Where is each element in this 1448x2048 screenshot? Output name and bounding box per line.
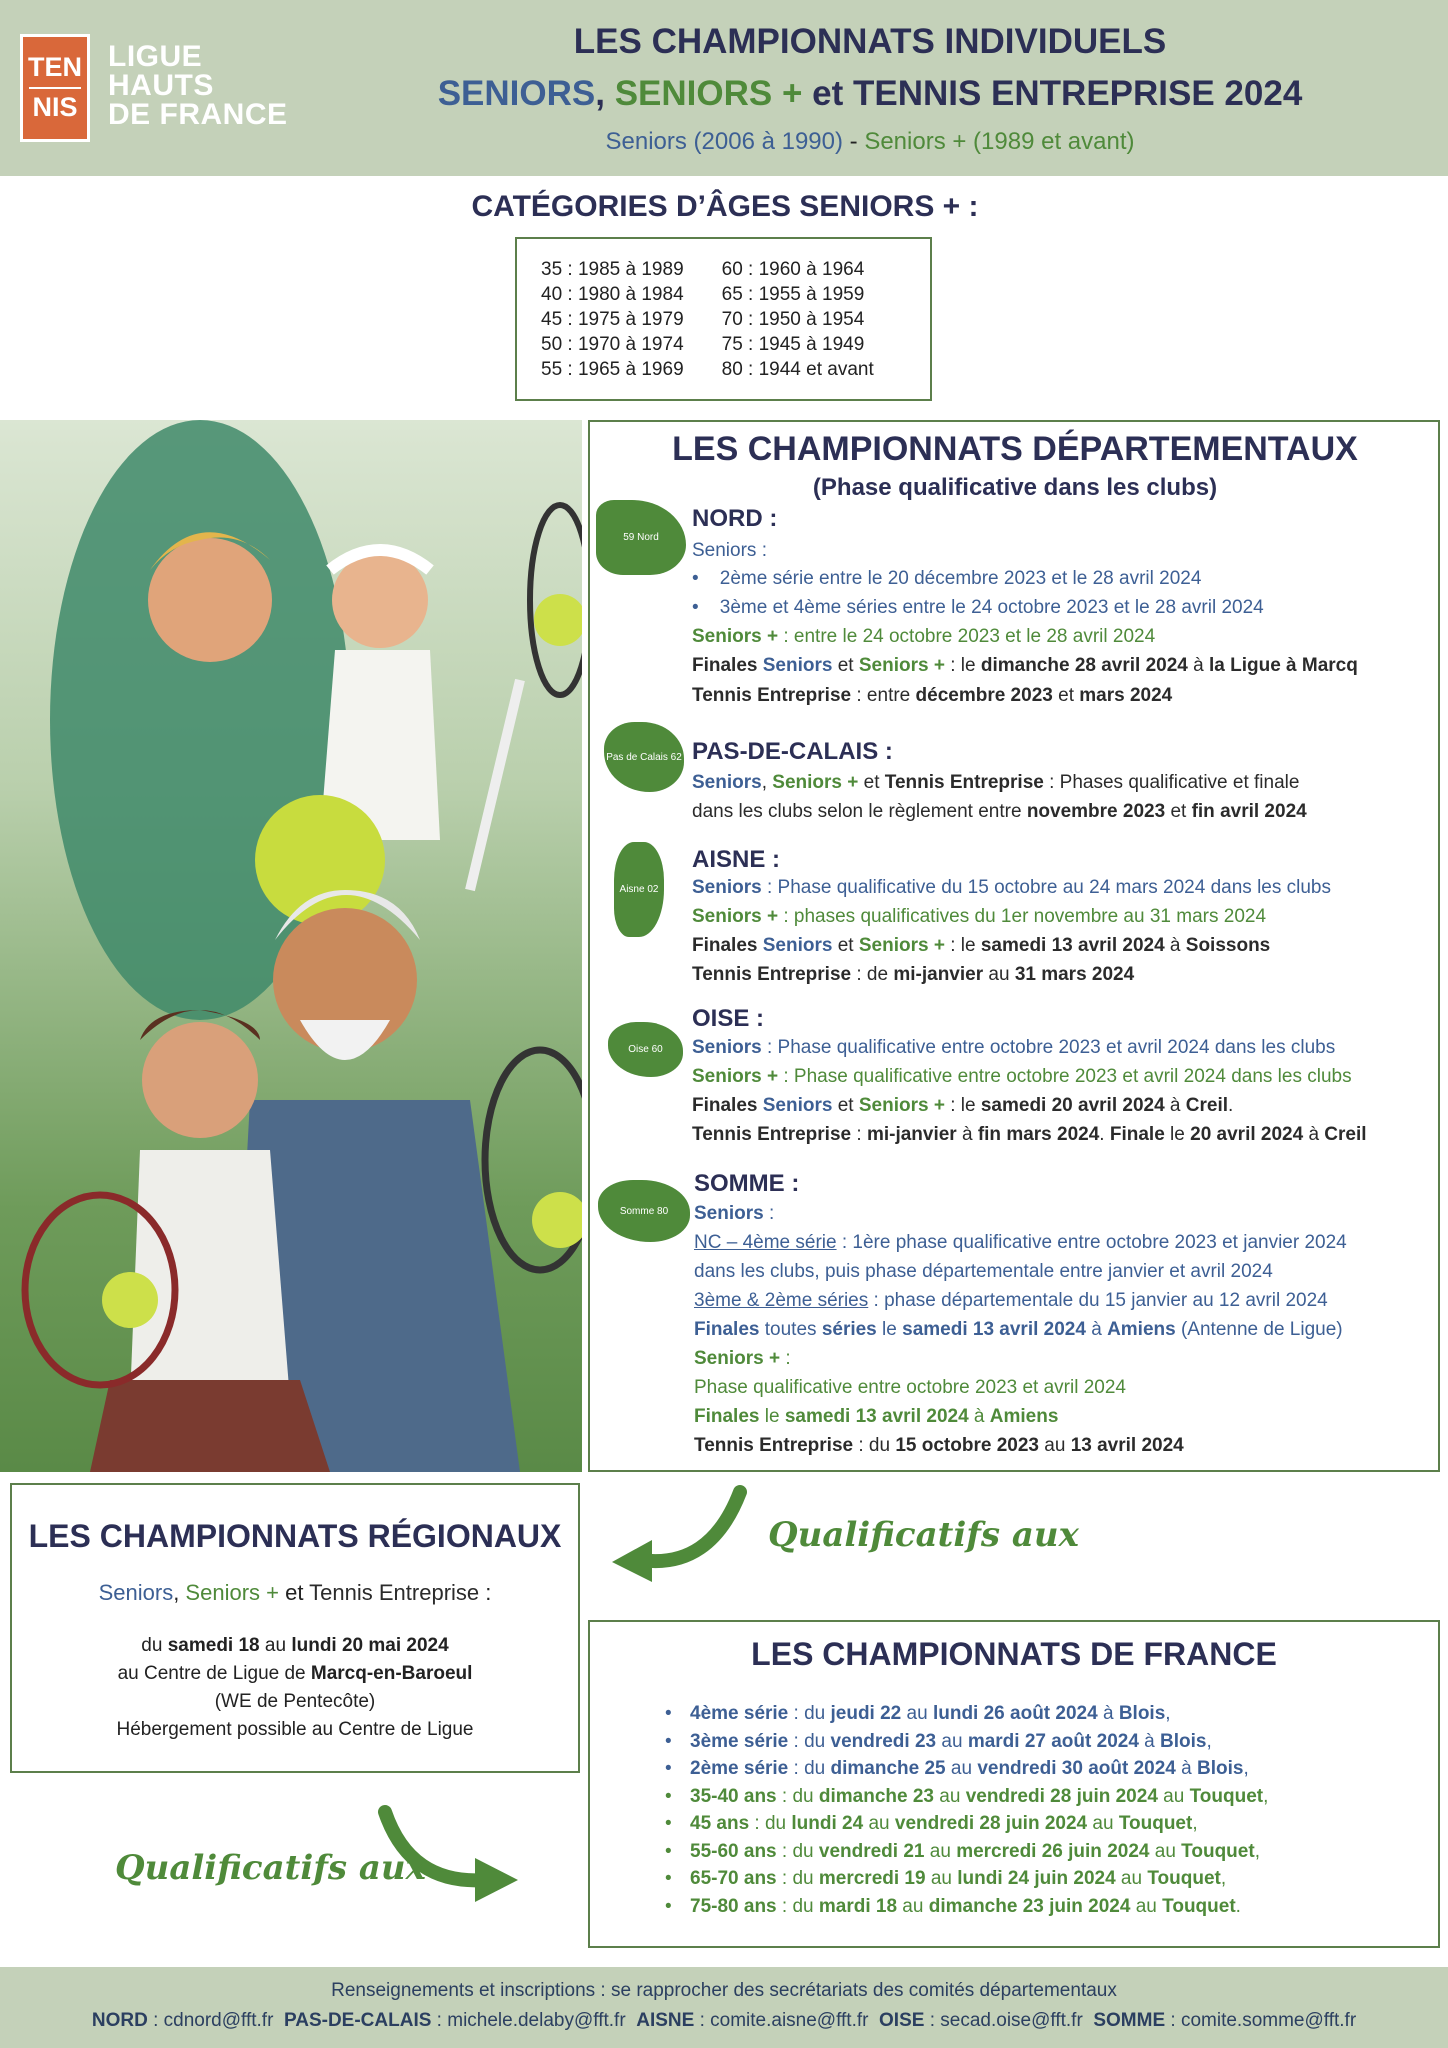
txt: 45 ans <box>690 1813 750 1834</box>
oise-line2 <box>692 1066 1352 1088</box>
age-row: 80 : 1944 et avant <box>721 359 874 380</box>
txt: vendredi 28 juin 2024 <box>894 1813 1088 1834</box>
txt: dimanche 23 juin 2024 <box>928 1895 1131 1917</box>
txt: Tennis Entreprise <box>692 685 852 706</box>
txt: le <box>759 1406 785 1427</box>
footer-somme-label: SOMME <box>1093 2010 1166 2031</box>
txt: Finale <box>1109 1124 1165 1145</box>
txt: Amiens <box>989 1406 1059 1427</box>
txt: la Ligue à Marcq <box>1208 655 1358 676</box>
nord-bullet2-text: 3ème et 4ème séries entre le 24 octobre 2023 et le 28 avril 2024 <box>719 597 1264 618</box>
txt: Finales <box>692 655 763 676</box>
txt: lundi 20 mai 2024 <box>291 1635 449 1656</box>
txt: Finales <box>694 1319 760 1340</box>
age-row: 75 : 1945 à 1949 <box>721 334 865 355</box>
txt: Seniors + <box>694 1348 781 1369</box>
txt: Seniors <box>98 1580 174 1605</box>
age-row: 70 : 1950 à 1954 <box>721 309 865 330</box>
oise-line3 <box>692 1095 1233 1117</box>
txt: : de <box>851 964 894 985</box>
txt: au <box>901 1703 933 1724</box>
subtitle-dash: - <box>843 128 865 155</box>
page-title: LES CHAMPIONNATS INDIVIDUELS <box>573 22 1167 61</box>
txt: Seniors + <box>858 935 945 956</box>
txt: lundi 24 juin 2024 <box>957 1868 1116 1889</box>
txt: 15 octobre 2023 <box>895 1435 1039 1456</box>
france-list <box>690 1700 1268 1920</box>
txt: le <box>1164 1124 1191 1145</box>
txt: Touquet <box>1118 1813 1193 1834</box>
oise-line4 <box>692 1124 1367 1146</box>
txt: Tennis Entreprise <box>692 964 852 985</box>
txt: mardi 27 août 2024 <box>967 1730 1139 1752</box>
title-rest: et TENNIS ENTREPRISE 2024 <box>802 74 1303 113</box>
departementaux-subtitle: (Phase qualificative dans les clubs) <box>812 474 1218 501</box>
somme-line3 <box>694 1290 1328 1312</box>
txt: , <box>1206 1730 1212 1752</box>
nord-bullet: • 2ème série entre le 20 décembre 2023 et le 28 avril 2024 <box>692 568 1202 589</box>
somme-seniors-label <box>694 1203 774 1225</box>
txt: à <box>1303 1124 1325 1145</box>
regionaux-title: LES CHAMPIONNATS RÉGIONAUX <box>28 1518 562 1554</box>
txt: . <box>1228 1095 1234 1116</box>
txt: Seniors <box>762 655 833 676</box>
txt: vendredi 21 <box>818 1840 925 1862</box>
txt: 2ème série <box>690 1758 789 1779</box>
list-item <box>690 1755 1268 1783</box>
age-row: 60 : 1960 à 1964 <box>721 259 865 280</box>
players-drawing <box>0 420 582 1472</box>
age-row: 40 : 1980 à 1984 <box>541 284 684 305</box>
txt: Tennis Entreprise <box>884 772 1044 793</box>
txt: au <box>1038 1435 1071 1456</box>
txt: : phase départementale du 15 janvier au 12 avril 2024 <box>868 1290 1328 1311</box>
nord-te-line <box>692 685 1172 707</box>
txt: au <box>1149 1840 1182 1862</box>
txt: : le <box>944 1095 981 1116</box>
ages-title: CATÉGORIES D’ÂGES SENIORS + : <box>471 190 979 223</box>
ages-table <box>515 237 932 401</box>
txt: Seniors <box>692 877 762 898</box>
txt: fin avril 2024 <box>1191 801 1307 822</box>
txt: au <box>259 1635 292 1656</box>
txt: : du <box>788 1758 831 1779</box>
txt: à <box>956 1124 978 1145</box>
txt: dimanche 23 <box>818 1785 934 1807</box>
age-row: 65 : 1955 à 1959 <box>721 284 865 305</box>
footer-contacts <box>0 2010 1448 2032</box>
txt: le <box>876 1319 903 1340</box>
txt: 3ème & 2ème séries <box>694 1290 869 1311</box>
txt: : entre <box>851 685 916 706</box>
txt: , <box>761 772 773 793</box>
subtitle-seniors: Seniors (2006 à 1990) <box>605 128 843 155</box>
txt: : Phases qualificative et finale <box>1043 772 1300 793</box>
footer-info: Renseignements et inscriptions : se rapprocher des secrétariats des comités départementaux <box>331 1980 1117 2001</box>
txt: dimanche 28 avril 2024 <box>980 655 1188 676</box>
txt: séries <box>821 1319 877 1340</box>
txt: samedi 13 avril 2024 <box>902 1319 1086 1340</box>
txt: 35-40 ans <box>690 1785 777 1807</box>
txt: (Antenne de Ligue) <box>1175 1319 1343 1340</box>
tennis-players-illustration <box>0 420 582 1472</box>
footer-oise-email[interactable]: : secad.oise@fft.fr <box>924 2010 1083 2031</box>
txt: Marcq-en-Baroeul <box>310 1663 473 1684</box>
txt: au <box>1087 1813 1119 1834</box>
txt: à <box>1164 1095 1186 1116</box>
txt: Seniors + <box>858 655 945 676</box>
ligue-line1: LIGUE <box>108 40 203 73</box>
somme-line2: dans les clubs, puis phase départementale entre janvier et avril 2024 <box>694 1261 1273 1282</box>
txt: Touquet <box>1181 1840 1255 1862</box>
txt: Tennis Entreprise <box>309 1580 480 1605</box>
txt: , <box>1263 1785 1269 1807</box>
txt: , <box>1192 1813 1198 1834</box>
txt: Seniors <box>694 1203 764 1224</box>
oise-map-label: Oise 60 <box>628 1044 663 1055</box>
txt: : Phase qualificative du 15 octobre au 24 mars 2024 dans les clubs <box>761 877 1331 898</box>
page-title-line2 <box>350 74 1390 114</box>
ligue-line2: HAUTS <box>108 69 214 102</box>
txt: : <box>780 1348 791 1369</box>
list-item <box>690 1838 1268 1866</box>
list-item <box>690 1783 1268 1811</box>
aisne-heading: AISNE : <box>692 846 781 873</box>
age-row: 45 : 1975 à 1979 <box>541 309 684 330</box>
txt: : du <box>776 1868 819 1889</box>
footer-somme-email[interactable]: : comite.somme@fft.fr <box>1165 2010 1357 2031</box>
nord-bullet1-text: 2ème série entre le 20 décembre 2023 et le 28 avril 2024 <box>719 568 1202 589</box>
somme-line1 <box>694 1232 1347 1254</box>
txt: à <box>1164 935 1186 956</box>
txt: au <box>924 1840 957 1862</box>
txt: , <box>1243 1758 1249 1779</box>
txt: toutes <box>759 1319 822 1340</box>
txt: mi-janvier <box>893 964 984 985</box>
somme-line4 <box>694 1319 1343 1341</box>
txt: 20 avril 2024 <box>1190 1124 1304 1145</box>
txt: Seniors + <box>858 1095 945 1116</box>
footer-aisne-email[interactable]: : comite.aisne@fft.fr <box>694 2010 869 2031</box>
txt: 3ème série <box>690 1730 789 1752</box>
txt: au <box>925 1868 958 1889</box>
txt: à <box>1085 1319 1108 1340</box>
txt: Seniors + <box>772 772 859 793</box>
txt: samedi 20 avril 2024 <box>980 1095 1165 1116</box>
txt: 65-70 ans <box>690 1868 777 1889</box>
txt: : du <box>776 1785 819 1807</box>
footer-aisne-label: AISNE <box>636 2010 695 2031</box>
txt: du <box>141 1635 168 1656</box>
txt: et <box>858 772 885 793</box>
ages-col2 <box>722 257 874 381</box>
txt: 13 avril 2024 <box>1070 1435 1184 1456</box>
txt: Creil <box>1324 1124 1367 1145</box>
aisne-line3 <box>692 935 1270 957</box>
txt: au <box>1157 1785 1190 1807</box>
txt: mi-janvier <box>866 1124 957 1145</box>
title-comma: , <box>595 74 615 113</box>
txt: : du <box>776 1840 819 1862</box>
age-row: 55 : 1965 à 1969 <box>541 359 684 380</box>
txt: et <box>1165 801 1192 822</box>
txt: vendredi 30 août 2024 <box>977 1758 1176 1779</box>
txt: 55-60 ans <box>690 1840 777 1862</box>
footer-pdc-label: PAS-DE-CALAIS <box>283 2010 432 2031</box>
list-item <box>690 1700 1268 1728</box>
txt: lundi 24 <box>791 1813 864 1834</box>
somme-map-label: Somme 80 <box>619 1205 669 1217</box>
txt: : Phase qualificative entre octobre 2023 et avril 2024 dans les clubs <box>778 1066 1352 1087</box>
txt: NC – 4ème série <box>694 1232 837 1253</box>
aisne-line4 <box>692 964 1134 986</box>
txt: , <box>1254 1840 1260 1862</box>
logo-top-text: TEN <box>28 52 82 83</box>
txt: au <box>945 1758 978 1779</box>
txt: : Phase qualificative entre octobre 2023 et avril 2024 dans les clubs <box>761 1037 1336 1058</box>
txt: Seniors + <box>692 906 779 927</box>
somme-heading: SOMME : <box>694 1170 800 1197</box>
txt: mercredi 19 <box>818 1868 926 1889</box>
page-subtitle <box>350 128 1390 156</box>
list-item <box>690 1865 1268 1893</box>
txt: samedi 13 avril 2024 <box>784 1406 969 1427</box>
txt: vendredi 28 juin 2024 <box>965 1785 1158 1807</box>
txt: Seniors <box>692 772 762 793</box>
somme-line6 <box>694 1406 1058 1428</box>
aisne-map-icon <box>614 842 664 937</box>
txt: au <box>933 1785 966 1807</box>
regionaux-place <box>10 1660 580 1688</box>
txt: , <box>173 1580 186 1605</box>
txt: dimanche 25 <box>830 1758 946 1779</box>
txt: au <box>863 1813 895 1834</box>
txt: Finales <box>692 1095 763 1116</box>
ligue-line3: DE FRANCE <box>108 98 288 131</box>
ligue-name <box>108 42 288 129</box>
txt: à <box>1097 1703 1119 1724</box>
txt: vendredi 23 <box>830 1730 937 1752</box>
txt: , <box>1220 1868 1227 1889</box>
aisne-line1 <box>692 877 1331 899</box>
txt: fin mars 2024 <box>977 1124 1100 1145</box>
txt: au <box>936 1730 968 1752</box>
qualificatifs-label-bottom: Qualificatifs aux <box>115 1848 426 1888</box>
oise-line1 <box>692 1037 1335 1059</box>
txt: et <box>278 1580 310 1605</box>
txt: Finales <box>692 935 763 956</box>
ages-col1 <box>541 257 684 381</box>
tennis-logo <box>20 34 90 142</box>
txt: Creil <box>1185 1095 1229 1116</box>
txt: au <box>897 1895 929 1917</box>
txt: : le <box>944 935 981 956</box>
txt: Tennis Entreprise <box>692 1124 852 1145</box>
txt: Touquet <box>1162 1895 1236 1917</box>
txt: Blois <box>1160 1730 1207 1752</box>
txt: 4ème série <box>690 1703 789 1724</box>
txt: Blois <box>1118 1703 1166 1724</box>
footer-pdc-email[interactable]: : michele.delaby@fft.fr <box>431 2010 626 2031</box>
txt: 75-80 ans <box>690 1895 777 1917</box>
aisne-line2 <box>692 906 1266 928</box>
txt: à <box>1187 655 1209 676</box>
txt: décembre 2023 <box>915 685 1053 706</box>
list-item <box>690 1728 1268 1756</box>
txt: Seniors + <box>185 1580 279 1605</box>
curved-arrow-icon <box>600 1480 760 1590</box>
somme-line7 <box>694 1435 1184 1457</box>
txt: jeudi 22 <box>830 1703 902 1724</box>
txt: mardi 18 <box>818 1895 898 1917</box>
txt: : du <box>788 1730 831 1752</box>
txt: et <box>1052 685 1080 706</box>
txt: : du <box>749 1813 792 1834</box>
regionaux-dates <box>10 1632 580 1660</box>
logo-bottom-text: NIS <box>32 92 78 122</box>
footer-oise-label: OISE <box>879 2010 925 2031</box>
txt: Blois <box>1196 1758 1244 1779</box>
nord-bullet: • 3ème et 4ème séries entre le 24 octobre 2023 et le 28 avril 2024 <box>692 597 1264 618</box>
france-title: LES CHAMPIONNATS DE FRANCE <box>751 1636 1277 1672</box>
txt: : phases qualificatives du 1er novembre au 31 mars 2024 <box>778 906 1267 927</box>
txt: dans les clubs selon le règlement entre <box>692 801 1027 822</box>
pdc-line2 <box>692 801 1307 823</box>
title-seniors: SENIORS <box>437 74 596 113</box>
txt: , <box>1165 1703 1171 1724</box>
txt: Seniors <box>762 935 833 956</box>
txt: novembre 2023 <box>1026 801 1166 822</box>
txt: Amiens <box>1107 1319 1176 1340</box>
txt: : 1ère phase qualificative entre octobre 2023 et janvier 2024 <box>836 1232 1347 1253</box>
qualificatifs-label-top: Qualificatifs aux <box>768 1515 1079 1555</box>
footer-nord-label: NORD <box>91 2010 148 2031</box>
txt: mars 2024 <box>1079 685 1173 706</box>
txt: Seniors <box>762 1095 833 1116</box>
txt: : du <box>853 1435 896 1456</box>
somme-seniors-plus-label <box>694 1348 791 1370</box>
txt: au <box>1130 1895 1163 1917</box>
txt: lundi 26 août 2024 <box>932 1703 1098 1724</box>
txt: au Centre de Ligue de <box>117 1663 311 1684</box>
somme-line5: Phase qualificative entre octobre 2023 et avril 2024 <box>694 1377 1126 1398</box>
oise-heading: OISE : <box>692 1005 765 1032</box>
regionaux-note: (WE de Pentecôte) <box>214 1691 376 1712</box>
pdc-map-label: Pas de Calais 62 <box>606 751 682 763</box>
txt: samedi 13 avril 2024 <box>980 935 1165 956</box>
txt: et <box>832 1095 859 1116</box>
nord-finales-line <box>692 655 1358 677</box>
departementaux-title: LES CHAMPIONNATS DÉPARTEMENTAUX <box>672 430 1358 468</box>
txt: à <box>968 1406 990 1427</box>
nord-seniors-plus: Seniors + <box>692 626 779 647</box>
subtitle-seniors-plus: Seniors + (1989 et avant) <box>864 128 1135 155</box>
txt: Touquet <box>1189 1785 1264 1807</box>
txt: : le <box>944 655 981 676</box>
txt: Seniors + <box>692 1066 779 1087</box>
txt: et <box>832 655 859 676</box>
txt: Seniors <box>692 1037 762 1058</box>
list-item <box>690 1810 1268 1838</box>
txt: . <box>1235 1895 1241 1917</box>
txt: . <box>1099 1124 1110 1145</box>
txt: au <box>983 964 1015 985</box>
txt: samedi 18 <box>167 1635 260 1656</box>
txt: Soissons <box>1185 935 1271 956</box>
list-item <box>690 1893 1268 1921</box>
nord-seniors-label: Seniors : <box>692 540 767 561</box>
txt: mercredi 26 juin 2024 <box>956 1840 1150 1862</box>
txt: à <box>1138 1730 1161 1752</box>
txt: : du <box>788 1703 831 1724</box>
txt: et <box>832 935 859 956</box>
regionaux-info <box>10 1632 580 1744</box>
nord-heading: NORD : <box>692 505 778 532</box>
txt: : du <box>776 1895 819 1917</box>
txt: Tennis Entreprise <box>694 1435 854 1456</box>
regionaux-categories <box>10 1580 580 1606</box>
logo-divider <box>29 87 80 89</box>
txt: Touquet <box>1147 1868 1221 1889</box>
txt: au <box>1115 1868 1148 1889</box>
age-row: 50 : 1970 à 1974 <box>541 334 684 355</box>
txt: à <box>1175 1758 1197 1779</box>
aisne-map-label: Aisne 02 <box>619 884 659 895</box>
txt: 31 mars 2024 <box>1014 964 1135 985</box>
txt: : <box>763 1203 775 1224</box>
txt: : <box>851 1124 867 1145</box>
title-seniors-plus: SENIORS + <box>614 74 803 113</box>
pdc-heading: PAS-DE-CALAIS : <box>692 738 893 765</box>
txt: Finales <box>694 1406 760 1427</box>
pdc-line1 <box>692 772 1299 794</box>
txt: : <box>479 1580 492 1605</box>
nord-map-label: 59 Nord <box>623 532 659 543</box>
regionaux-lodging: Hébergement possible au Centre de Ligue <box>116 1719 474 1740</box>
nord-seniors-plus-text: : entre le 24 octobre 2023 et le 28 avril 2024 <box>778 626 1156 647</box>
nord-seniors-plus-line <box>692 626 1155 648</box>
age-row: 35 : 1985 à 1989 <box>541 259 684 280</box>
footer-nord-email[interactable]: : cdnord@fft.fr <box>147 2010 274 2031</box>
